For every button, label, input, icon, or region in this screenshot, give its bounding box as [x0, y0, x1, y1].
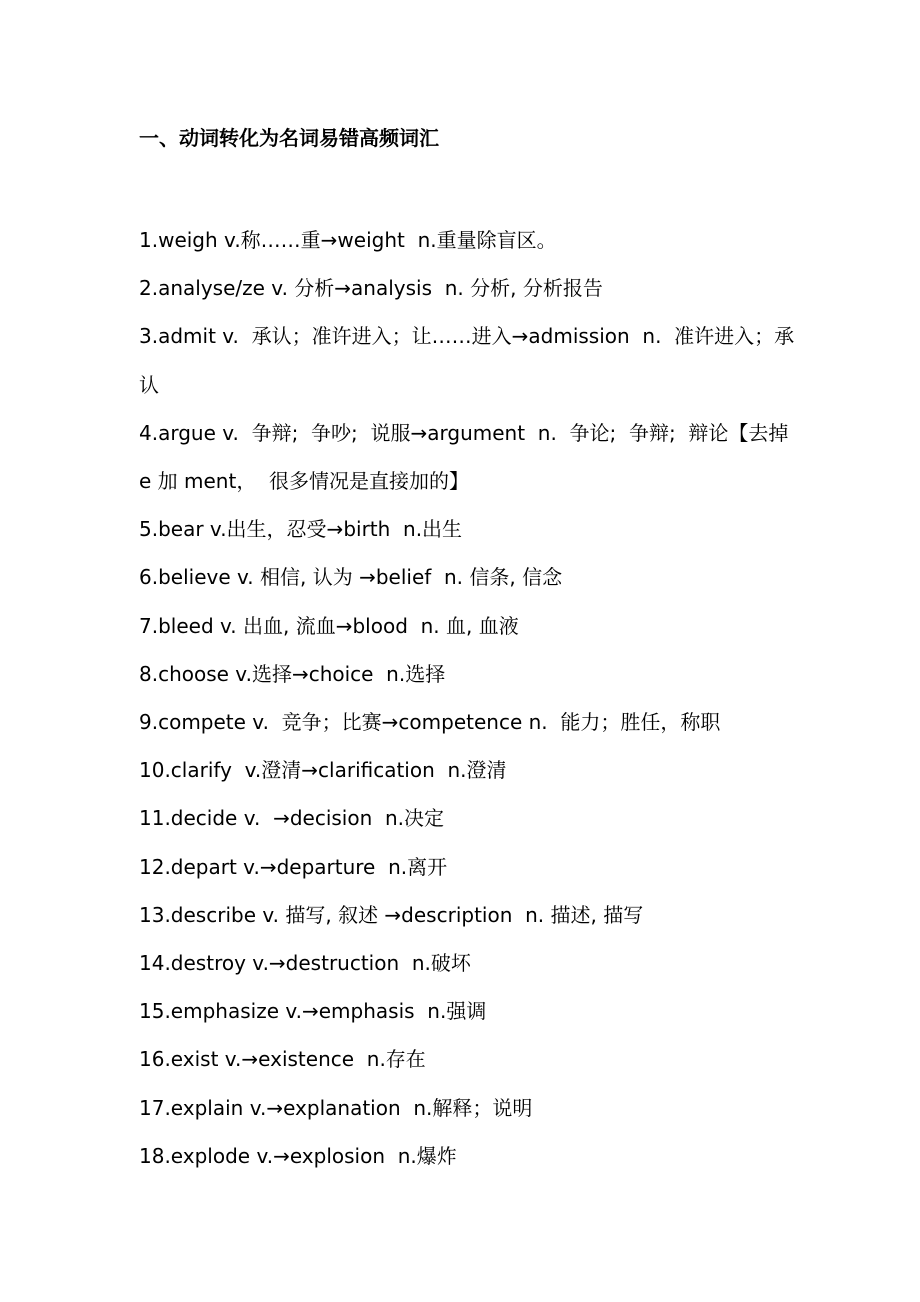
vocabulary-entry-5: 5.bear v.出生，忍受→birth n.出生: [139, 517, 463, 542]
vocabulary-entry-9: 9.compete v. 竞争；比赛→competence n. 能力；胜任，称职: [139, 710, 721, 735]
vocabulary-entry-17: 17.explain v.→explanation n.解释；说明: [139, 1095, 533, 1120]
vocabulary-entry-10: 10.clarify v.澄清→clarification n.澄清: [139, 758, 507, 783]
vocabulary-entry-2: 2.analyse/ze v. 分析→analysis n. 分析, 分析报告: [139, 276, 603, 301]
vocabulary-entry-11: 11.decide v. →decision n.决定: [139, 806, 445, 831]
vocabulary-entry-6: 6.believe v. 相信, 认为 →belief n. 信条, 信念: [139, 565, 563, 590]
section-heading: 一、动词转化为名词易错高频词汇: [139, 126, 439, 150]
vocabulary-entry-14: 14.destroy v.→destruction n.破坏: [139, 951, 471, 976]
vocabulary-entry-7: 7.bleed v. 出血, 流血→blood n. 血, 血液: [139, 613, 519, 638]
vocabulary-entry-12: 12.depart v.→departure n.离开: [139, 854, 448, 879]
vocabulary-entry-3: 3.admit v. 承认；准许进入；让……进入→admission n. 准许进入；承认: [139, 324, 795, 397]
vocabulary-entry-16: 16.exist v.→existence n.存在: [139, 1047, 426, 1072]
vocabulary-entry-4: 4.argue v. 争辩; 争吵; 说服→argument n. 争论; 争辩; 辩论【去掉 e 加 ment， 很多情况是直接加的】: [139, 420, 795, 494]
vocabulary-list: [139, 216, 799, 1180]
vocabulary-entry-15: 15.emphasize v.→emphasis n.强调: [139, 999, 487, 1024]
vocabulary-entry-1: 1.weigh v.称……重→weight n.重量除盲区。: [139, 228, 557, 252]
vocabulary-entry-8: 8.choose v.选择→choice n.选择: [139, 661, 446, 686]
vocabulary-entry-13: 13.describe v. 描写, 叙述 →description n. 描述, 描写: [139, 902, 644, 927]
vocabulary-entry-18: 18.explode v.→explosion n.爆炸: [139, 1143, 457, 1168]
